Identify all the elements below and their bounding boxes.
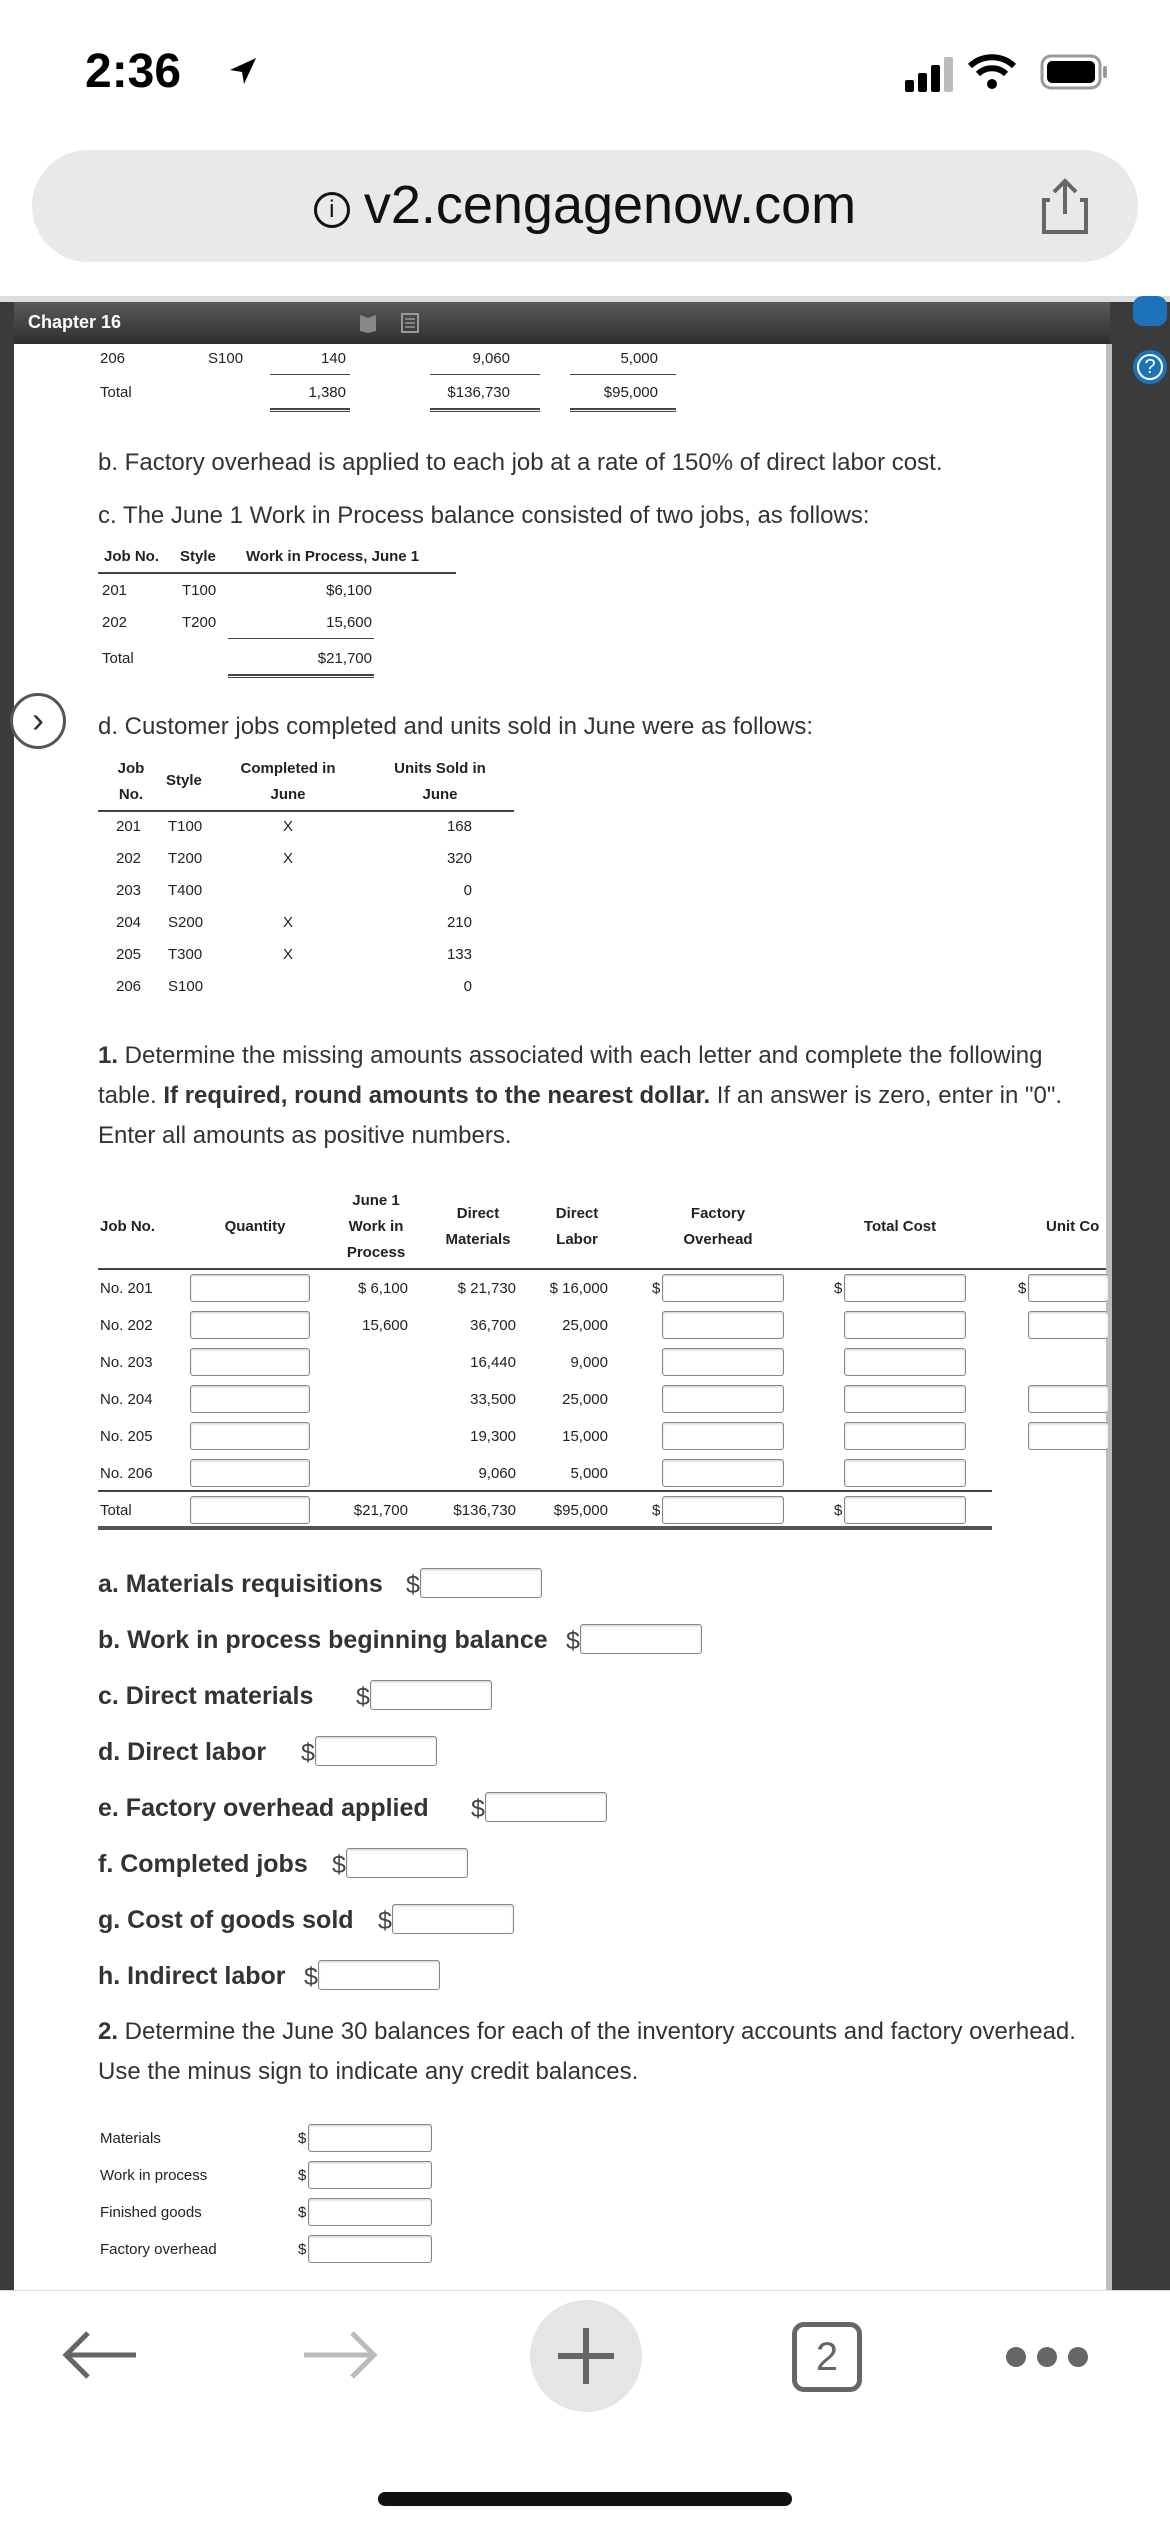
- job-row-label: Total: [100, 1502, 132, 1519]
- direct-labor-value: 25,000: [562, 1391, 608, 1408]
- direct-labor-value: 25,000: [562, 1317, 608, 1334]
- question-1: [98, 1036, 1098, 1156]
- wip-value: $21,700: [353, 1502, 408, 1519]
- underline: [270, 374, 350, 375]
- forward-arrow-icon[interactable]: [300, 2330, 380, 2380]
- balance-input[interactable]: [308, 2235, 432, 2263]
- cellular-signal-icon: [905, 56, 959, 92]
- col-wip-2: Work in: [348, 1218, 404, 1235]
- direct-labor-value: 15,000: [562, 1428, 608, 1445]
- balance-label: Work in process: [100, 2167, 208, 2184]
- letter-label: h. Indirect labor: [98, 1962, 286, 1990]
- letter-input[interactable]: [318, 1960, 440, 1990]
- wip-value: $ 6,100: [357, 1280, 408, 1297]
- job-no: 206: [100, 350, 126, 367]
- header-rule: [98, 1268, 1106, 1270]
- wip-header-job: Job No.: [104, 548, 159, 565]
- wifi-icon: [966, 52, 1018, 92]
- wip-header-style: Style: [180, 548, 216, 565]
- total-label: Total: [100, 384, 132, 401]
- dollar-sign: $: [652, 1280, 661, 1297]
- direct-materials-value: 33,500: [470, 1391, 516, 1408]
- dollar-sign: $: [298, 2241, 307, 2258]
- jobs-header-completed2: June: [270, 786, 306, 803]
- double-underline: [270, 408, 350, 412]
- jobs-row-style: T400: [168, 882, 203, 899]
- jobs-header-job2: No.: [118, 786, 144, 803]
- direct-labor-value: 5,000: [570, 1465, 608, 1482]
- total-cost-input[interactable]: [844, 1459, 966, 1487]
- quantity-input[interactable]: [190, 1459, 310, 1487]
- direct-labor-value: $95,000: [553, 1502, 608, 1519]
- question-text: Determine the June 30 balances for each of the inventory accounts and factory overhead. Use the minus sign to indicate any credit balances.: [98, 2018, 1076, 2085]
- jobs-row-completed: X: [282, 946, 293, 963]
- dollar-sign: $: [834, 1280, 843, 1297]
- dollar-sign: $: [332, 1851, 346, 1879]
- letter-input[interactable]: [392, 1904, 514, 1934]
- quantity-input[interactable]: [190, 1422, 310, 1450]
- wip-value: 15,600: [362, 1317, 408, 1334]
- direct-labor-value: 9,000: [570, 1354, 608, 1371]
- job-row-label: No. 204: [100, 1391, 153, 1408]
- notes-icon[interactable]: [400, 312, 420, 334]
- factory-overhead-input[interactable]: [662, 1348, 784, 1376]
- col-fo: Factory: [690, 1205, 746, 1222]
- col-job: Job No.: [100, 1218, 155, 1235]
- letter-label: g. Cost of goods sold: [98, 1906, 354, 1934]
- location-arrow-icon: [228, 56, 258, 86]
- wip-total: $21,700: [317, 650, 372, 667]
- col-fo-2: Overhead: [683, 1231, 753, 1248]
- total-rule: [98, 1490, 992, 1492]
- dollar-sign: $: [1018, 1280, 1027, 1297]
- back-arrow-icon[interactable]: [60, 2330, 140, 2380]
- direct-materials-value: $136,730: [453, 1502, 516, 1519]
- balance-input[interactable]: [308, 2161, 432, 2189]
- dollar-sign: $: [356, 1683, 370, 1711]
- col-wip-3: Process: [346, 1244, 406, 1261]
- letter-input[interactable]: [346, 1848, 468, 1878]
- jobs-row-sold: 168: [446, 818, 472, 835]
- letter-input[interactable]: [420, 1568, 542, 1598]
- dollar-sign: $: [406, 1571, 420, 1599]
- col-dl-2: Labor: [556, 1231, 598, 1248]
- underline: [570, 374, 676, 375]
- jobs-row-style: T200: [168, 850, 203, 867]
- letter-input[interactable]: [370, 1680, 492, 1710]
- expand-panel-button[interactable]: ›: [10, 693, 66, 749]
- total-double-rule: [98, 1526, 992, 1530]
- unit-cost-input[interactable]: [1028, 1385, 1108, 1413]
- jobs-header-completed: Completed in: [240, 760, 336, 777]
- underline: [430, 374, 540, 375]
- dl-total: $95,000: [603, 384, 658, 401]
- help-icon: ?: [1137, 354, 1163, 380]
- col-dm: Direct: [456, 1205, 500, 1222]
- jobs-header-job: Job: [117, 760, 145, 777]
- job-row-label: No. 206: [100, 1465, 153, 1482]
- direct-materials-value: $ 21,730: [457, 1280, 516, 1297]
- job-row-label: No. 205: [100, 1428, 153, 1445]
- book-icon[interactable]: [358, 312, 378, 334]
- jobs-row-job: 202: [116, 850, 142, 867]
- wip-header-amount: Work in Process, June 1: [246, 548, 420, 565]
- dollar-sign: $: [378, 1907, 392, 1935]
- jobs-row-style: S100: [168, 978, 204, 995]
- plus-icon: [548, 2318, 624, 2394]
- factory-overhead-input[interactable]: [662, 1422, 784, 1450]
- wip-job: 202: [102, 614, 128, 631]
- jobs-row-job: 205: [116, 946, 142, 963]
- wip-style: T200: [182, 614, 217, 631]
- col-wip: June 1: [352, 1192, 400, 1209]
- balance-label: Factory overhead: [100, 2241, 217, 2258]
- letter-input[interactable]: [580, 1624, 702, 1654]
- direct-materials: 9,060: [472, 350, 510, 367]
- letter-label: e. Factory overhead applied: [98, 1794, 429, 1822]
- style: S100: [208, 350, 244, 367]
- letter-label: f. Completed jobs: [98, 1850, 308, 1878]
- header-rule: [98, 810, 514, 812]
- direct-materials-value: 19,300: [470, 1428, 516, 1445]
- dollar-sign: $: [834, 1502, 843, 1519]
- letter-label: d. Direct labor: [98, 1738, 267, 1766]
- total-cost-input[interactable]: [844, 1422, 966, 1450]
- quantity-input[interactable]: [190, 1496, 310, 1524]
- question-2: [98, 2012, 1098, 2092]
- job-row-label: No. 202: [100, 1317, 153, 1334]
- wip-amount: $6,100: [326, 582, 372, 599]
- quantity-input[interactable]: [190, 1274, 310, 1302]
- direct-materials-value: 36,700: [470, 1317, 516, 1334]
- paragraph-c: c. The June 1 Work in Process balance consisted of two jobs, as follows:: [98, 502, 870, 529]
- quantity-input[interactable]: [190, 1385, 310, 1413]
- dollar-sign: $: [304, 1963, 318, 1991]
- col-unit-cost: Unit Co: [1046, 1218, 1100, 1235]
- letter-input[interactable]: [485, 1792, 607, 1822]
- jobs-row-style: S200: [168, 914, 204, 931]
- jobs-row-job: 204: [116, 914, 142, 931]
- total-cost-input[interactable]: [844, 1274, 966, 1302]
- dollar-sign: $: [298, 2204, 307, 2221]
- dollar-sign: $: [471, 1795, 485, 1823]
- jobs-row-sold: 0: [463, 978, 472, 995]
- quantity-input[interactable]: [190, 1348, 310, 1376]
- balance-input[interactable]: [308, 2124, 432, 2152]
- dollar-sign: $: [652, 1502, 661, 1519]
- total-cost-input[interactable]: [844, 1311, 966, 1339]
- direct-materials-value: 16,440: [470, 1354, 516, 1371]
- jobs-row-sold: 133: [446, 946, 472, 963]
- double-underline: [570, 408, 676, 412]
- question-text: If an answer is zero, enter in "0". Enter all amounts as positive numbers.: [98, 1082, 1063, 1149]
- col-total-cost: Total Cost: [863, 1218, 937, 1235]
- more-icon[interactable]: [1004, 2345, 1090, 2369]
- factory-overhead-input[interactable]: [662, 1311, 784, 1339]
- double-underline: [228, 674, 374, 678]
- sidebar-refresh-button[interactable]: [1133, 296, 1167, 326]
- dm-total: $136,730: [447, 384, 510, 401]
- direct-materials-value: 9,060: [478, 1465, 516, 1482]
- direct-labor: 5,000: [620, 350, 658, 367]
- info-icon[interactable]: i: [314, 192, 350, 228]
- jobs-row-style: T100: [168, 818, 203, 835]
- factory-overhead-input[interactable]: [662, 1274, 784, 1302]
- home-indicator: [378, 2492, 792, 2506]
- direct-labor-value: $ 16,000: [549, 1280, 608, 1297]
- col-quantity: Quantity: [224, 1218, 286, 1235]
- balance-label: Materials: [100, 2130, 161, 2147]
- jobs-header-sold2: June: [422, 786, 458, 803]
- url-text: v2.cengagenow.com: [363, 175, 857, 235]
- wip-amount: 15,600: [326, 614, 372, 631]
- question-text: Determine the missing amounts associated with each letter and complete the following table.: [98, 1042, 1043, 1109]
- jobs-row-style: T300: [168, 946, 203, 963]
- jobs-row-completed: X: [282, 914, 293, 931]
- header-rule: [98, 572, 456, 574]
- paragraph-d: d. Customer jobs completed and units sold in June were as follows:: [98, 713, 814, 740]
- jobs-header-style: Style: [166, 772, 202, 789]
- jobs-row-completed: X: [282, 818, 293, 835]
- job-row-label: No. 201: [100, 1280, 153, 1297]
- letter-label: b. Work in process beginning balance: [98, 1626, 548, 1654]
- balance-label: Finished goods: [100, 2204, 202, 2221]
- units-total: 1,380: [308, 384, 346, 401]
- jobs-header-sold: Units Sold in: [394, 760, 486, 777]
- factory-overhead-input[interactable]: [662, 1496, 784, 1524]
- jobs-row-sold: 0: [463, 882, 472, 899]
- jobs-row-sold: 320: [446, 850, 472, 867]
- factory-overhead-input[interactable]: [662, 1459, 784, 1487]
- underline: [228, 638, 374, 639]
- dollar-sign: $: [298, 2130, 307, 2147]
- jobs-row-sold: 210: [446, 914, 472, 931]
- status-time: 2:36: [85, 45, 182, 98]
- question-number: 1.: [98, 1042, 119, 1069]
- jobs-row-job: 201: [116, 818, 142, 835]
- jobs-row-completed: X: [282, 850, 293, 867]
- factory-overhead-input[interactable]: [662, 1385, 784, 1413]
- wip-job: 201: [102, 582, 128, 599]
- unit-cost-input[interactable]: [1028, 1422, 1108, 1450]
- letter-input[interactable]: [315, 1736, 437, 1766]
- question-bold: If required, round amounts to the nearest dollar.: [163, 1082, 711, 1109]
- share-icon[interactable]: [1042, 178, 1088, 234]
- col-dm-2: Materials: [445, 1231, 511, 1248]
- dollar-sign: $: [298, 2167, 307, 2184]
- question-number: 2.: [98, 2018, 119, 2045]
- jobs-row-job: 203: [116, 882, 142, 899]
- double-underline: [430, 408, 540, 412]
- units: 140: [320, 350, 346, 367]
- job-row-label: No. 203: [100, 1354, 153, 1371]
- battery-icon: [1040, 54, 1110, 90]
- col-dl: Direct: [555, 1205, 599, 1222]
- dollar-sign: $: [301, 1739, 315, 1767]
- total-cost-input[interactable]: [844, 1496, 966, 1524]
- balance-input[interactable]: [308, 2198, 432, 2226]
- address-bar[interactable]: [32, 150, 1138, 262]
- unit-cost-input[interactable]: [1028, 1311, 1108, 1339]
- letter-label: a. Materials requisitions: [98, 1570, 383, 1598]
- quantity-input[interactable]: [190, 1311, 310, 1339]
- letter-label: c. Direct materials: [98, 1682, 314, 1710]
- total-cost-input[interactable]: [844, 1385, 966, 1413]
- wip-total-label: Total: [102, 650, 134, 667]
- paragraph-b: b. Factory overhead is applied to each job at a rate of 150% of direct labor cost.: [98, 449, 943, 476]
- chapter-header: [14, 302, 1110, 344]
- dollar-sign: $: [566, 1627, 580, 1655]
- tab-count-button[interactable]: 2: [792, 2322, 862, 2392]
- url-row: [32, 174, 1138, 236]
- unit-cost-input[interactable]: [1028, 1274, 1108, 1302]
- jobs-row-job: 206: [116, 978, 142, 995]
- wip-style: T100: [182, 582, 217, 599]
- total-cost-input[interactable]: [844, 1348, 966, 1376]
- chapter-title: Chapter 16: [28, 312, 122, 332]
